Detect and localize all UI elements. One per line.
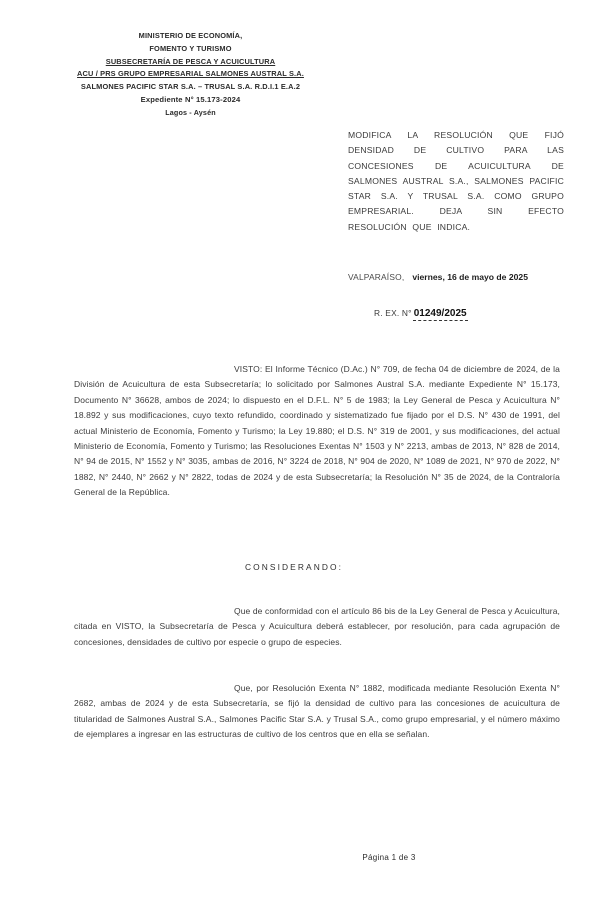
place-and-date: [348, 272, 578, 282]
page-footer: [0, 853, 600, 862]
letterhead-ministry-line1: MINISTERIO DE ECONOMÍA,: [138, 31, 243, 40]
letterhead-expediente: Expediente N° 15.173-2024: [140, 94, 241, 104]
visto-text: VISTO: El Informe Técnico (D.Ac.) N° 709, de fecha 04 de diciembre de 2024, de la División de Acuicultura de esta Subsecretaría; lo solicitado por Salmones Austral S.A. mediante Expediente N° 15.173, Documento N° 36628, ambos de 2024; lo dispuesto en el D.F.L. N° 5 de 1983; la Ley General de Pesca y Acuicultura N° 18.892 y sus modificaciones, cuyo texto refundido, coordinado y sistematizado fue fijado por el D.S. N° 430 de 1991, del actual Ministerio de Economía, Fomento y Turismo; la Ley 19.880; el D.S. N° 319 de 2001, y sus modificaciones, del actual Ministerio de Economía, Fomento y Turismo; las Resoluciones Exentas N° 1503 y N° 2213, ambas de 2013, N° 828 de 2014, N° 94 de 2015, N° 1552 y N° 3035, ambas de 2016, N° 3224 de 2018, N° 904 de 2020, N° 1089 de 2021, N° 970 de 2022, N° 1882, N° 2440, N° 2662 y N° 2822, todas de 2024 y de esta Subsecretaría; la Resolución N° 35 de 2024, de la Contraloría General de la República.: [74, 364, 560, 498]
letterhead-subsecretaria: SUBSECRETARÍA DE PESCA Y ACUICULTURA: [105, 56, 276, 66]
visto-paragraph: [74, 362, 560, 501]
resolution-number-value: 01249/2025: [413, 308, 467, 319]
considerando-heading: CONSIDERANDO:: [245, 562, 344, 572]
resolution-number-label: R. EX. N°: [374, 308, 412, 318]
letterhead-region: Lagos - Aysén: [165, 107, 216, 117]
letterhead: [38, 30, 343, 120]
date-value: viernes, 16 de mayo de 2025: [412, 272, 528, 282]
considerando-paragraph-2: [74, 681, 560, 743]
letterhead-ministry-line2: FOMENTO Y TURISMO: [149, 43, 232, 53]
resolution-number-field: [374, 308, 468, 319]
letterhead-companies-line: SALMONES PACIFIC STAR S.A. – TRUSAL S.A. R.D.I.1 E.A.2: [80, 82, 301, 92]
considerando-2-text: Que, por Resolución Exenta N° 1882, modificada mediante Resolución Exenta N° 2682, ambas de 2024 y de esta Subsecretaría, se fijó la densidad de cultivo para las concesiones de acuicultura de titularidad de Salmones Austral S.A., Salmones Pacific Star S.A. y Trusal S.A., como grupo empresarial, y el número máximo de ejemplares a ingresar en las estructuras de cultivo de los centros que en ella se señalan.: [74, 683, 560, 740]
place-label: VALPARAÍSO,: [348, 272, 405, 282]
letterhead-group-line: ACU / PRS GRUPO EMPRESARIAL SALMONES AUSTRAL S.A.: [77, 69, 304, 79]
page-number: Página 1 de 3: [362, 853, 416, 862]
resolution-subject: MODIFICA LA RESOLUCIÓN QUE FIJÓ DENSIDAD DE CULTIVO PARA LAS CONCESIONES DE ACUICULTURA DE SALMONES AUSTRAL S.A., SALMONES PACIFIC STAR S.A. Y TRUSAL S.A. COMO GRUPO EMPRESARIAL. DEJA SIN EFECTO RESOLUCIÓN QUE INDICA.: [348, 130, 564, 232]
considerando-1-text: Que de conformidad con el artículo 86 bis de la Ley General de Pesca y Acuicultura, citada en VISTO, la Subsecretaría de Pesca y Acuicultura deberá establecer, por resolución, para cada agrupación de concesiones, densidades de cultivo por especie o grupo de especies.: [74, 606, 560, 647]
considerando-paragraph-1: [74, 604, 560, 650]
